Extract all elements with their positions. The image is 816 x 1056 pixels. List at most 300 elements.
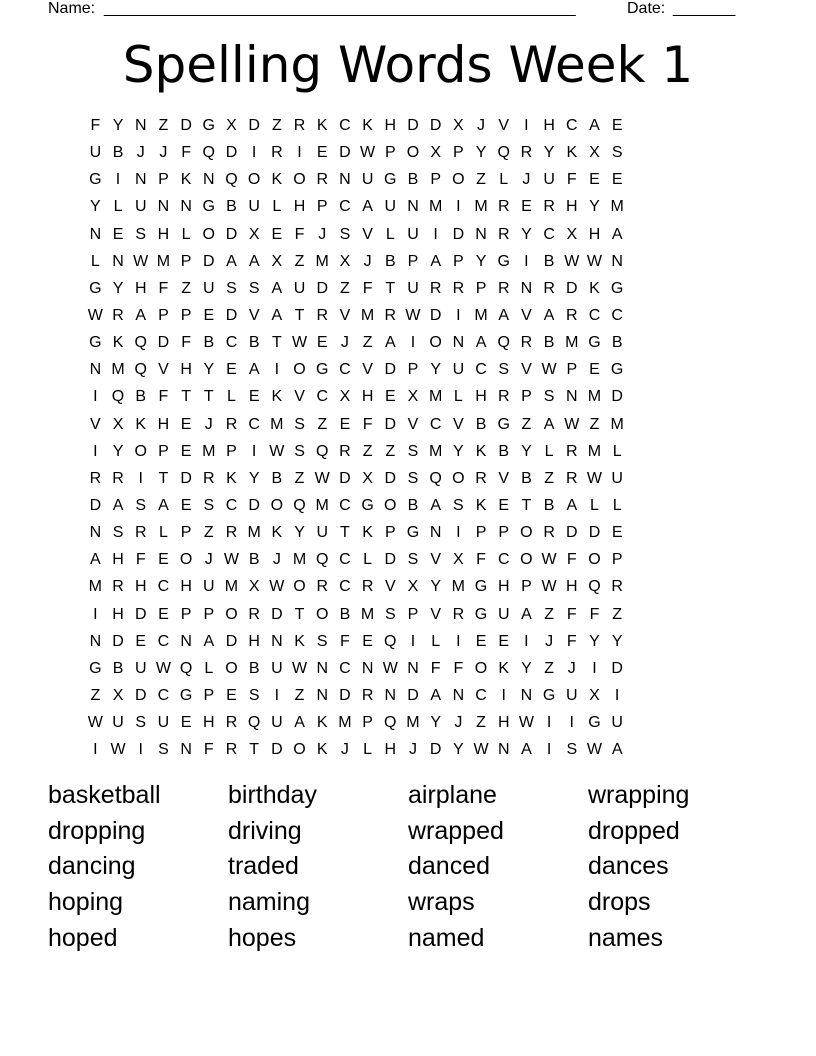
grid-letter: W: [382, 659, 398, 677]
grid-letter: Q: [134, 361, 147, 379]
grid-letter: X: [589, 144, 600, 162]
grid-letter: B: [203, 334, 215, 352]
grid-letter: R: [203, 469, 215, 487]
header-line: [48, 0, 748, 20]
grid-letter: Y: [112, 279, 124, 297]
grid-letter: H: [180, 361, 192, 379]
grid-letter: O: [134, 442, 147, 460]
grid-letter: R: [566, 442, 578, 460]
grid-letter: J: [454, 714, 463, 732]
grid-letter: R: [452, 605, 465, 623]
grid-letter: N: [339, 171, 351, 189]
grid-letter: F: [362, 415, 373, 433]
grid-letter: B: [611, 334, 623, 352]
word-bank-item: dropping: [48, 816, 146, 845]
grid-letter: D: [180, 469, 192, 487]
grid-letter: H: [497, 714, 510, 732]
grid-letter: Q: [179, 659, 193, 677]
grid-letter: A: [271, 306, 283, 324]
grid-letter: F: [566, 551, 577, 569]
grid-letter: S: [316, 632, 328, 650]
grid-letter: I: [524, 252, 529, 270]
grid-letter: O: [293, 578, 306, 596]
grid-letter: E: [180, 496, 192, 514]
grid-letter: L: [227, 388, 236, 406]
grid-letter: D: [452, 225, 465, 243]
grid-letter: Y: [203, 361, 215, 379]
grid-letter: M: [406, 714, 420, 732]
grid-letter: N: [452, 334, 465, 352]
grid-letter: D: [611, 659, 623, 677]
grid-letter: N: [89, 361, 102, 379]
grid-letter: Y: [475, 252, 487, 270]
grid-letter: M: [565, 334, 579, 352]
grid-letter: G: [497, 252, 510, 270]
grid-letter: L: [612, 496, 622, 514]
grid-letter: F: [362, 279, 373, 297]
grid-letter: W: [87, 714, 103, 732]
grid-letter: M: [292, 551, 307, 569]
grid-letter: F: [158, 388, 169, 406]
grid-letter: X: [407, 578, 419, 596]
grid-letter: V: [521, 306, 532, 324]
grid-letter: I: [410, 632, 416, 650]
grid-letter: Q: [588, 578, 601, 596]
grid-letter: N: [452, 686, 465, 704]
grid-letter: B: [498, 442, 510, 460]
grid-letter: N: [520, 279, 533, 297]
grid-letter: G: [89, 334, 102, 352]
grid-row: [84, 573, 629, 600]
grid-letter: A: [158, 496, 169, 514]
grid-letter: D: [407, 117, 419, 134]
word-bank-item: dances: [588, 852, 669, 881]
word-bank-item: named: [408, 923, 485, 952]
grid-letter: E: [248, 388, 260, 406]
grid-letter: D: [339, 144, 351, 162]
grid-letter: Q: [497, 144, 510, 162]
grid-letter: K: [135, 415, 147, 433]
grid-letter: X: [112, 415, 124, 433]
grid-letter: K: [362, 117, 373, 134]
grid-letter: U: [271, 714, 283, 732]
grid-letter: M: [610, 415, 624, 433]
grid-letter: C: [497, 551, 510, 569]
grid-row: [84, 492, 629, 519]
grid-letter: D: [225, 632, 238, 650]
grid-letter: U: [316, 524, 328, 542]
grid-letter: E: [611, 171, 623, 189]
grid-letter: V: [90, 415, 101, 433]
grid-letter: J: [340, 741, 349, 759]
grid-letter: M: [88, 578, 102, 596]
grid-letter: F: [476, 551, 486, 569]
grid-letter: M: [111, 361, 125, 379]
grid-letter: B: [521, 469, 532, 487]
grid-row: [84, 519, 629, 546]
grid-letter: A: [203, 632, 215, 650]
grid-letter: J: [477, 117, 486, 134]
grid-letter: L: [544, 442, 554, 460]
grid-letter: I: [274, 361, 280, 379]
grid-letter: R: [566, 469, 578, 487]
grid-letter: P: [407, 361, 419, 379]
grid-row: [84, 302, 629, 329]
grid-letter: H: [293, 198, 306, 216]
grid-letter: W: [473, 741, 489, 759]
grid-letter: R: [225, 415, 238, 433]
grid-row: [84, 546, 629, 573]
grid-letter: T: [521, 496, 532, 514]
grid-letter: P: [384, 524, 396, 542]
grid-letter: F: [90, 117, 101, 134]
grid-letter: I: [138, 741, 143, 759]
grid-letter: J: [363, 252, 372, 270]
grid-letter: N: [180, 198, 192, 216]
grid-letter: W: [133, 252, 149, 270]
grid-letter: W: [269, 578, 285, 596]
grid-letter: F: [158, 279, 169, 297]
grid-letter: G: [384, 171, 397, 189]
grid-letter: R: [566, 306, 578, 324]
grid-letter: P: [611, 551, 623, 569]
grid-letter: W: [541, 551, 557, 569]
grid-letter: G: [588, 334, 601, 352]
grid-letter: M: [202, 442, 216, 460]
grid-letter: G: [406, 524, 420, 542]
grid-letter: F: [430, 659, 441, 677]
grid-letter: U: [407, 225, 419, 243]
grid-letter: Z: [476, 714, 486, 732]
name-blank-line: _____________________________________________________: [104, 0, 576, 17]
grid-letter: A: [543, 415, 555, 433]
word-search-grid: [84, 112, 629, 763]
grid-letter: S: [498, 361, 510, 379]
grid-letter: P: [362, 714, 373, 732]
grid-letter: O: [202, 225, 215, 243]
grid-letter: M: [587, 442, 602, 460]
grid-letter: A: [521, 741, 532, 759]
grid-letter: M: [270, 415, 284, 433]
grid-row: [84, 682, 629, 709]
grid-letter: M: [610, 198, 624, 216]
grid-letter: U: [89, 144, 102, 162]
grid-letter: N: [316, 686, 328, 704]
grid-letter: O: [225, 605, 238, 623]
grid-letter: R: [543, 524, 555, 542]
grid-row: [84, 655, 629, 682]
grid-letter: R: [316, 306, 328, 324]
grid-letter: W: [110, 741, 126, 759]
date-label: Date:: [627, 0, 666, 17]
grid-letter: K: [566, 144, 578, 162]
grid-letter: B: [543, 334, 555, 352]
grid-letter: R: [361, 578, 374, 596]
grid-letter: P: [158, 171, 169, 189]
name-label: Name:: [48, 0, 96, 17]
date-blank-line: _______: [673, 0, 736, 17]
word-bank-item: wraps: [408, 888, 475, 917]
grid-letter: R: [543, 198, 555, 216]
grid-row: [84, 248, 629, 275]
grid-letter: P: [180, 524, 192, 542]
grid-letter: J: [204, 415, 213, 433]
grid-letter: D: [248, 496, 260, 514]
grid-letter: K: [294, 632, 305, 650]
grid-letter: N: [89, 225, 102, 243]
grid-letter: S: [203, 496, 215, 514]
word-bank-row: [48, 778, 768, 814]
grid-letter: C: [339, 361, 351, 379]
word-bank-item: birthday: [228, 781, 317, 809]
grid-letter: R: [452, 279, 465, 297]
grid-letter: D: [89, 496, 102, 514]
grid-letter: Z: [589, 415, 600, 433]
grid-letter: W: [360, 144, 376, 162]
grid-letter: D: [271, 741, 283, 759]
grid-letter: W: [269, 442, 285, 460]
grid-letter: P: [226, 442, 237, 460]
grid-letter: A: [226, 252, 237, 270]
grid-letter: R: [339, 442, 351, 460]
grid-letter: L: [158, 524, 168, 542]
grid-letter: P: [453, 252, 464, 270]
grid-letter: P: [521, 388, 532, 406]
grid-letter: J: [545, 632, 554, 650]
grid-letter: W: [541, 361, 557, 379]
grid-letter: O: [452, 469, 465, 487]
grid-letter: R: [225, 714, 238, 732]
grid-letter: E: [475, 632, 487, 650]
word-bank-item: basketball: [48, 781, 161, 809]
grid-letter: G: [89, 171, 102, 189]
grid-letter: T: [294, 605, 305, 623]
grid-letter: H: [112, 605, 124, 623]
grid-letter: M: [451, 578, 465, 596]
word-bank-item: dancing: [48, 852, 136, 881]
grid-letter: G: [202, 198, 215, 216]
grid-letter: P: [384, 144, 396, 162]
grid-letter: R: [497, 198, 510, 216]
grid-letter: F: [294, 225, 305, 243]
grid-letter: B: [339, 605, 351, 623]
grid-letter: I: [546, 714, 552, 732]
grid-letter: F: [340, 632, 350, 650]
grid-letter: N: [112, 252, 124, 270]
grid-letter: W: [291, 659, 308, 677]
grid-letter: C: [248, 415, 260, 433]
grid-letter: D: [271, 605, 283, 623]
word-bank-item: drops: [588, 888, 651, 917]
grid-letter: G: [610, 279, 624, 297]
grid-letter: I: [251, 144, 257, 162]
grid-letter: B: [543, 252, 555, 270]
grid-letter: L: [204, 659, 214, 677]
grid-letter: C: [339, 117, 351, 134]
grid-letter: F: [566, 171, 577, 189]
grid-letter: L: [90, 252, 100, 270]
grid-letter: W: [586, 469, 603, 487]
grid-row: [84, 139, 629, 166]
grid-letter: A: [90, 551, 101, 569]
grid-letter: Z: [158, 117, 169, 134]
grid-letter: B: [475, 415, 487, 433]
grid-letter: Y: [543, 144, 555, 162]
grid-letter: H: [384, 741, 397, 759]
grid-letter: R: [225, 741, 238, 759]
grid-letter: Y: [112, 442, 124, 460]
grid-letter: T: [385, 279, 396, 297]
grid-letter: V: [294, 388, 305, 406]
grid-letter: B: [248, 334, 260, 352]
grid-letter: O: [520, 524, 533, 542]
grid-letter: O: [520, 551, 533, 569]
grid-letter: K: [589, 279, 600, 297]
grid-letter: R: [520, 334, 533, 352]
word-bank: [48, 778, 768, 956]
grid-letter: I: [93, 388, 98, 406]
grid-letter: S: [226, 279, 237, 297]
grid-letter: Z: [385, 442, 396, 460]
grid-letter: C: [157, 686, 170, 704]
grid-letter: A: [271, 279, 283, 297]
grid-letter: F: [566, 605, 577, 623]
grid-letter: G: [179, 686, 193, 704]
grid-letter: N: [157, 198, 170, 216]
grid-letter: Z: [271, 117, 282, 134]
grid-row: [84, 193, 629, 220]
grid-letter: I: [614, 686, 620, 704]
grid-letter: W: [155, 659, 171, 677]
grid-letter: M: [224, 578, 239, 596]
grid-letter: I: [251, 442, 257, 460]
word-bank-item: hoped: [48, 923, 118, 952]
grid-letter: S: [453, 496, 464, 514]
grid-letter: W: [518, 714, 534, 732]
grid-row: [84, 465, 629, 492]
grid-letter: I: [569, 714, 574, 732]
grid-letter: X: [407, 388, 419, 406]
grid-letter: X: [430, 144, 441, 162]
grid-letter: S: [384, 605, 396, 623]
grid-row: [84, 601, 629, 628]
grid-letter: X: [453, 551, 464, 569]
grid-letter: Z: [544, 659, 554, 677]
grid-letter: Z: [362, 334, 373, 352]
grid-letter: M: [338, 714, 352, 732]
grid-letter: T: [158, 469, 169, 487]
grid-letter: M: [315, 252, 329, 270]
grid-letter: G: [474, 605, 488, 623]
word-bank-row: [48, 814, 768, 850]
grid-letter: J: [522, 171, 531, 189]
grid-letter: E: [589, 171, 600, 189]
grid-letter: T: [203, 388, 214, 406]
grid-letter: A: [566, 496, 578, 514]
grid-letter: X: [566, 225, 578, 243]
grid-letter: I: [115, 171, 121, 189]
grid-letter: O: [179, 551, 193, 569]
grid-letter: D: [134, 605, 147, 623]
grid-letter: Z: [203, 524, 214, 542]
grid-letter: M: [428, 442, 443, 460]
grid-letter: U: [384, 198, 397, 216]
grid-letter: P: [158, 306, 169, 324]
grid-letter: G: [202, 117, 215, 134]
grid-letter: B: [112, 144, 124, 162]
grid-letter: H: [180, 578, 192, 596]
grid-letter: C: [225, 334, 238, 352]
grid-letter: B: [112, 659, 124, 677]
grid-letter: X: [339, 388, 351, 406]
grid-letter: D: [384, 551, 397, 569]
grid-letter: U: [497, 605, 510, 623]
grid-letter: O: [452, 171, 465, 189]
grid-letter: B: [407, 171, 419, 189]
grid-letter: W: [541, 578, 557, 596]
grid-letter: C: [339, 198, 351, 216]
grid-letter: P: [475, 524, 487, 542]
grid-letter: L: [113, 198, 123, 216]
grid-letter: M: [360, 605, 375, 623]
grid-letter: Q: [384, 714, 397, 732]
grid-letter: Y: [430, 578, 441, 596]
grid-letter: M: [156, 252, 171, 270]
grid-letter: M: [474, 306, 488, 324]
grid-letter: E: [112, 225, 124, 243]
grid-letter: C: [429, 415, 442, 433]
grid-letter: A: [135, 306, 147, 324]
grid-letter: G: [474, 578, 488, 596]
grid-letter: Y: [611, 632, 623, 650]
grid-letter: C: [339, 496, 351, 514]
grid-letter: J: [567, 659, 576, 677]
grid-letter: H: [361, 388, 374, 406]
grid-row: [84, 166, 629, 193]
grid-letter: U: [134, 659, 147, 677]
grid-letter: I: [524, 632, 529, 650]
grid-letter: L: [272, 198, 282, 216]
grid-letter: I: [592, 659, 597, 677]
grid-letter: D: [225, 144, 238, 162]
grid-letter: R: [316, 578, 328, 596]
grid-letter: R: [543, 279, 555, 297]
grid-letter: B: [248, 659, 260, 677]
grid-letter: U: [407, 279, 419, 297]
grid-letter: S: [407, 551, 419, 569]
grid-letter: E: [498, 496, 510, 514]
grid-letter: N: [407, 198, 419, 216]
grid-letter: D: [384, 361, 397, 379]
grid-letter: I: [138, 469, 143, 487]
grid-letter: E: [362, 632, 373, 650]
grid-letter: R: [497, 279, 510, 297]
grid-letter: X: [271, 252, 283, 270]
grid-letter: X: [339, 252, 351, 270]
grid-letter: V: [362, 361, 373, 379]
grid-letter: W: [223, 551, 240, 569]
grid-letter: N: [475, 225, 487, 243]
grid-letter: A: [362, 198, 373, 216]
grid-letter: W: [405, 306, 421, 324]
grid-letter: N: [566, 388, 578, 406]
grid-letter: P: [498, 524, 510, 542]
grid-letter: I: [456, 524, 461, 542]
grid-letter: D: [339, 686, 351, 704]
grid-letter: S: [339, 225, 351, 243]
grid-letter: I: [456, 306, 461, 324]
grid-letter: X: [589, 686, 600, 704]
